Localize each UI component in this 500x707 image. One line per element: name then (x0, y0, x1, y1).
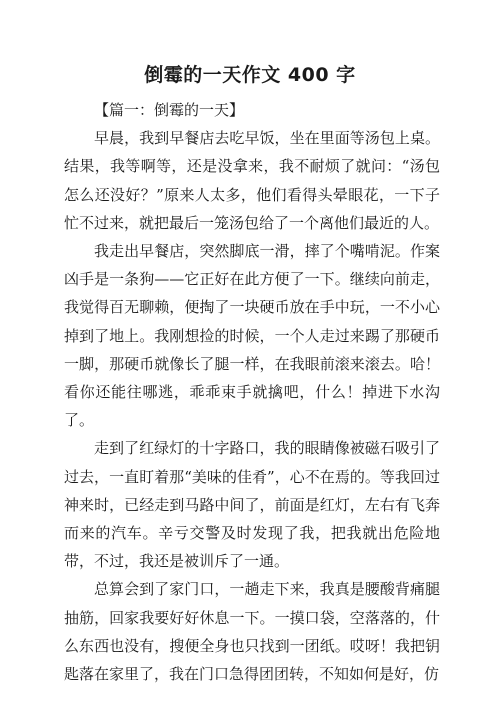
paragraph-2: 我走出早餐店，突然脚底一滑，摔了个嘴啃泥。作案凶手是一条狗——它正好在此方便了一下。继续向前走，我觉得百无聊赖，便掏了一块硬币放在手中玩，一不小心掉到了地上。我刚想捡的时候，一个人走过来踢了那硬币一脚，那硬币就像长了腿一样，在我眼前滚来滚去。哈！看你还能往哪逃，乖乖束手就擒吧，什么！掉进下水沟了。 (64, 242, 440, 430)
document-title: 倒霉的一天作文 400 字 (144, 64, 356, 86)
paragraph-1: 早晨，我到早餐店去吃早饭，坐在里面等汤包上桌。结果，我等啊等，还是没拿来，我不耐烦了就问：“汤包怎么还没好？”原来人太多，他们看得头晕眼花，一下子忙不过来，就把最后一笼汤包给了一个离他们最近的人。 (64, 129, 440, 232)
article-body (64, 96, 440, 688)
section-heading: 【篇一：倒霉的一天】 (94, 101, 245, 119)
paragraph-3: 走到了红绿灯的十字路口，我的眼睛像被磁石吸引了过去，一直盯着那“美味的佳肴”，心不在焉的。等我回过神来时，已经走到马路中间了，前面是红灯，左右有飞奔而来的汽车。辛亏交警及时发现了我，把我就出危险地带，不过，我还是被训斥了一通。 (64, 439, 440, 571)
paragraph-4: 总算会到了家门口，一趟走下来，我真是腰酸背痛腿抽筋，回家我要好好休息一下。一摸口袋，空落落的，什么东西也没有，搜便全身也只找到一团纸。哎呀！我把钥匙落在家里了，我在门口急得团团转，不知如何是好，仿 (64, 580, 440, 684)
